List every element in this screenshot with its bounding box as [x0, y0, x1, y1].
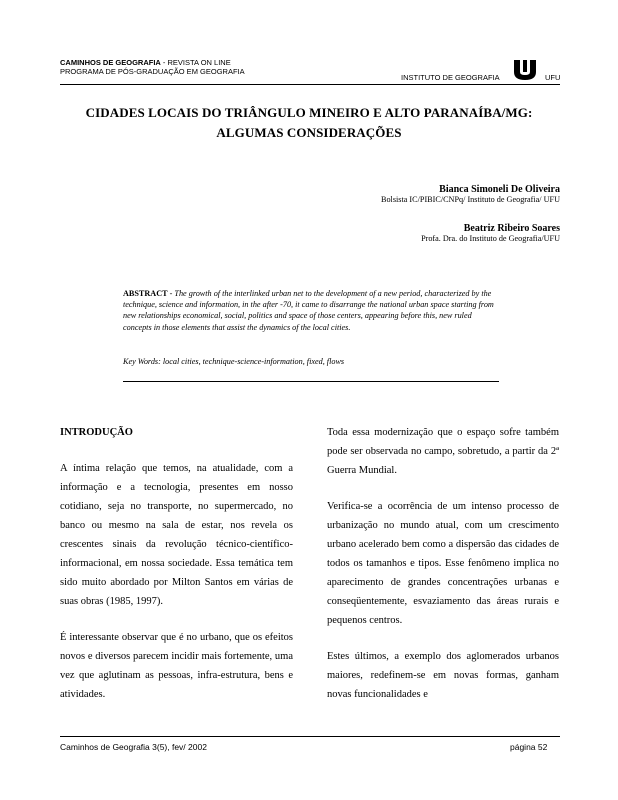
page-number: página 52: [510, 742, 548, 752]
paragraph: A íntima relação que temos, na atualidade, com a informação e a tecnologia, presentes em nosso cotidiano, seja no transporte, no supermercado, no banco ou mesmo na sala de estar, nos revela os crescentes sinais da revolução técnico-científico-informacional, em nossa sociedade. Essa temática tem sido muito abordado por Milton Santos em várias de suas obras (1985, 1997).: [60, 463, 293, 607]
right-column: [327, 423, 559, 736]
author-name: Beatriz Ribeiro Soares: [463, 223, 560, 234]
abstract-text: - The growth of the interlinked urban net to the development of a new period, characterized by the technique, science and information, in the after -70, it came to disarrange the national urban space starting from new relationships economical, social, politics and space of those centers, appearing before this, new ruled concepts in those elements that assist the dynamics of the local cities.: [123, 289, 494, 332]
abstract-divider: [123, 381, 499, 382]
footer-divider: [60, 736, 560, 737]
paragraph: Estes últimos, a exemplo dos aglomerados urbanos maiores, redefinem-se em novas formas, ganham novas funcionalidades e: [327, 651, 559, 700]
journal-header: [60, 58, 245, 76]
abstract: [123, 288, 499, 333]
footer-citation: Caminhos de Geografia 3(5), fev/ 2002: [60, 742, 207, 752]
title-line-1: CIDADES LOCAIS DO TRIÂNGULO MINEIRO E ALTO PARANAÍBA/MG:: [85, 105, 533, 120]
abstract-label: ABSTRACT: [123, 289, 168, 298]
author-affiliation: Bolsista IC/PIBIC/CNPq/ Instituto de Geografia/ UFU: [381, 195, 560, 204]
title-line-2: ALGUMAS CONSIDERAÇÕES: [216, 125, 402, 140]
paper-title: [40, 103, 578, 143]
program-name: PROGRAMA DE PÓS-GRADUAÇÃO EM GEOGRAFIA: [60, 67, 245, 76]
author-2: [421, 223, 560, 243]
keywords: Key Words: local cities, technique-science-information, fixed, flows: [123, 357, 345, 366]
ufu-logo-icon: [512, 59, 538, 81]
author-1: [381, 184, 560, 204]
left-column: [60, 423, 293, 736]
header-divider: [60, 84, 560, 85]
section-heading: INTRODUÇÃO: [60, 427, 133, 438]
author-name: Bianca Simoneli De Oliveira: [439, 184, 560, 195]
paragraph: É interessante observar que é no urbano, que os efeitos novos e diversos parecem incidir mais fortemente, uma vez que aglutinam as pessoas, infra-estrutura, bens e atividades.: [60, 632, 293, 700]
journal-subtitle: - REVISTA ON LINE: [160, 58, 231, 67]
journal-name: CAMINHOS DE GEOGRAFIA: [60, 58, 161, 67]
university-name: UFU: [545, 73, 561, 82]
paragraph: Toda essa modernização que o espaço sofre também pode ser observada no campo, sobretudo, a partir da 2ª Guerra Mundial.: [327, 427, 559, 476]
author-affiliation: Profa. Dra. do Instituto de Geografia/UFU: [421, 234, 560, 243]
paragraph: Verifica-se a ocorrência de um intenso processo de urbanização no mundo atual, com um crescimento urbano acelerado bem como a dispersão das cidades de todos os tamanhos e tipos. Esse fenômeno implica no aparecimento de grandes concentrações urbanas e conseqüentemente, esvaziamento das áreas rurais e pequenos centros.: [327, 501, 559, 626]
institute-name: INSTITUTO DE GEOGRAFIA: [401, 73, 500, 82]
